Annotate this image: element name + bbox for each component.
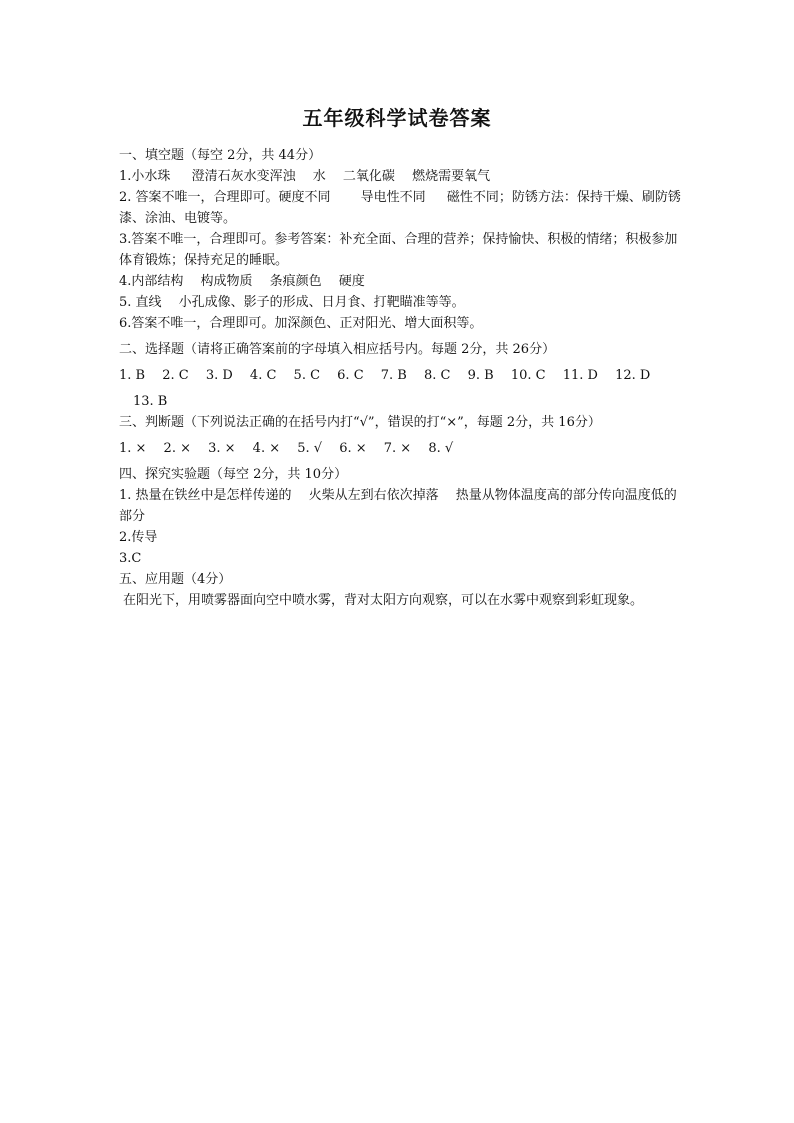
answer-row: 1. × 2. × 3. × 4. × 5. √ 6. × 7. × 8. √ [119,441,454,456]
document-title: 五年级科学试卷答案 [302,106,492,130]
answer-line: 4.内部结构 构成物质 条痕颜色 硬度 [119,274,365,289]
answer-line: 3.C [119,551,142,566]
answer-row: 1. B 2. C 3. D 4. C 5. C 6. C 7. B 8. C 9. B 10. C 11. D 12. D [119,368,651,383]
answer-paragraph: 在阳光下，用喷雾器面向空中喷水雾，背对太阳方向观察，可以在水雾中观察到彩虹现象。 [123,593,644,608]
section-heading: 三、判断题（下列说法正确的在括号内打“√”，错误的打“×”，每题 2分，共 16分） [119,415,601,430]
document-content [119,145,685,611]
section-true-false [119,412,685,459]
answer-line: 3.答案不唯一，合理即可。参考答案：补充全面、合理的营养；保持愉快、积极的情绪；积极参加体育锻炼；保持充足的睡眠。 [119,232,678,268]
answer-line: 2. 答案不唯一，合理即可。硬度不同 导电性不同 磁性不同；防锈方法：保持干燥、刷防锈漆、涂油、电镀等。 [119,190,681,226]
section-fill-in-blank [119,145,685,334]
answer-line: 6.答案不唯一，合理即可。加深颜色、正对阳光、增大面积等。 [119,316,483,331]
answer-row: 13. B [133,394,168,409]
section-heading: 一、填空题（每空 2分，共 44分） [119,148,322,163]
section-heading: 四、探究实验题（每空 2分，共 10分） [119,467,348,482]
answer-line: 1. 热量在铁丝中是怎样传递的 火柴从左到右依次掉落 热量从物体温度高的部分传向温度低的部分 [119,488,677,524]
section-experiment [119,464,685,569]
section-heading: 五、应用题（4分） [119,572,232,587]
section-heading: 二、选择题（请将正确答案前的字母填入相应括号内。每题 2分，共 26分） [119,342,556,357]
section-application [119,569,685,611]
answer-line: 5. 直线 小孔成像、影子的形成、日月食、打靶瞄准等等。 [119,295,465,310]
answer-line: 1.小水珠 澄清石灰水变浑浊 水 二氧化碳 燃烧需要氧气 [119,169,491,184]
answer-line: 2.传导 [119,530,158,545]
section-multiple-choice [119,339,685,412]
